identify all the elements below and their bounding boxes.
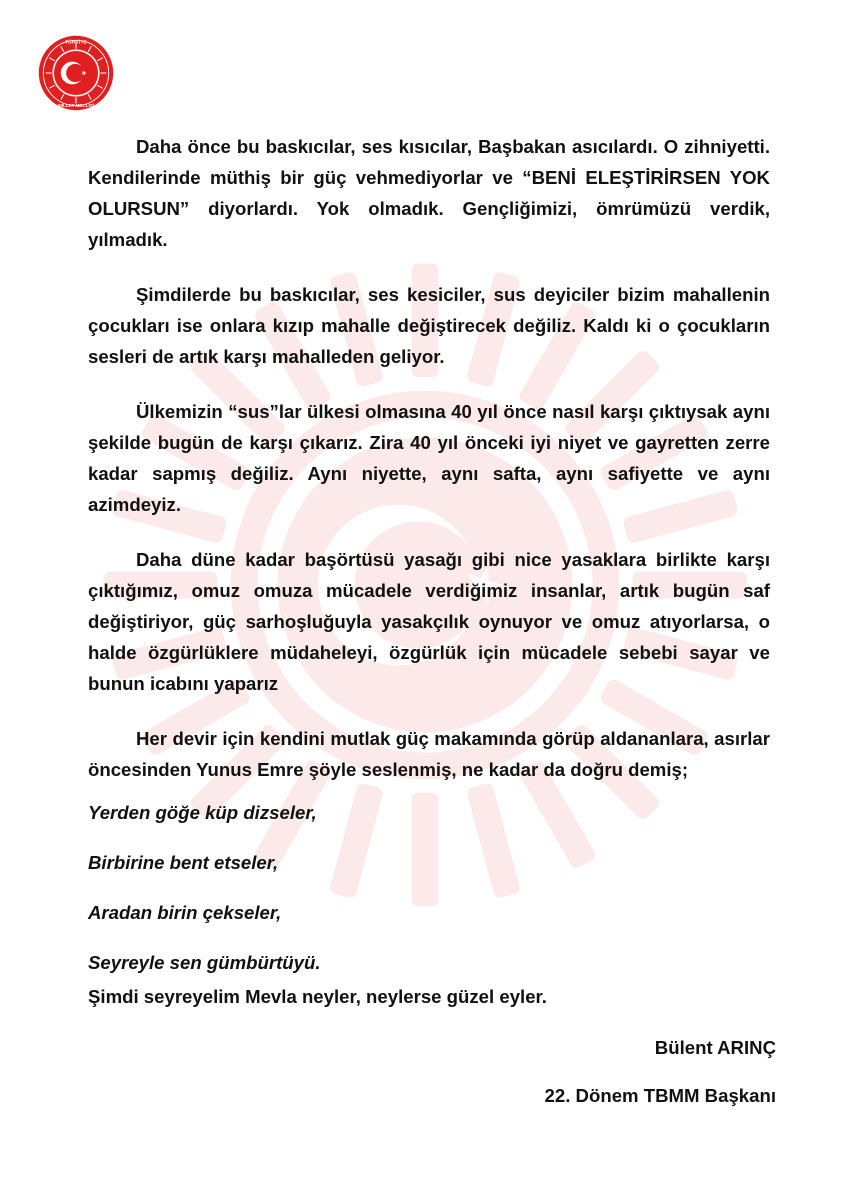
- paragraph-3: [88, 396, 770, 520]
- verse-line: Aradan birin çekseler,: [88, 902, 282, 923]
- paragraph-1: [88, 131, 770, 255]
- poem-verses: [88, 801, 770, 975]
- paragraph-4-text: Daha düne kadar başörtüsü yasağı gibi nice yasaklara birlikte karşı çıktığımız, omuz omuza mücadele verdiğimiz insanlar, artık bugün saf değiştiriyor, güç sarhoşluğuyla yasakçılık oynuyor ve omuz atıyorlarsa, o halde özgürlüklere müdaheleyi, özgürlük için mücadele sebebi sayar ve bunun icabını yaparız: [88, 549, 770, 694]
- signature-title: 22. Dönem TBMM Başkanı: [544, 1085, 776, 1106]
- signature-name: Bülent ARINÇ: [654, 1037, 776, 1058]
- tbmm-logo: [38, 35, 114, 111]
- logo-arc-top: TÜRKİYE: [65, 40, 87, 46]
- verse-line: Birbirine bent etseler,: [88, 852, 279, 873]
- paragraph-4: [88, 544, 770, 699]
- logo-arc-bottom: MİLLET MECLİSİ: [57, 103, 95, 109]
- paragraph-2-text: Şimdilerde bu baskıcılar, ses kesiciler, sus deyiciler bizim mahallenin çocukları ise onlara kızıp mahalle değiştirecek değiliz. Kaldı ki o çocukların sesleri de artık karşı mahalleden geliyor.: [88, 284, 770, 367]
- paragraph-5-text: Her devir için kendini mutlak güç makamında görüp aldananlara, asırlar öncesinden Yunus Emre şöyle seslenmiş, ne kadar da doğru demiş;: [88, 728, 770, 780]
- paragraph-3-text: Ülkemizin “sus”lar ülkesi olmasına 40 yıl önce nasıl karşı çıktıysak aynı şekilde bugün de karşı çıkarız. Zira 40 yıl önceki iyi niyet ve gayretten zerre kadar sapmış değiliz. Aynı niyette, aynı safta, aynı safiyette ve aynı azimdeyiz.: [88, 401, 770, 515]
- letter-body: [88, 131, 770, 975]
- paragraph-1-text: Daha önce bu baskıcılar, ses kısıcılar, Başbakan asıcılardı. O zihniyetti. Kendilerinde müthiş bir güç vehmediyorlar ve “BENİ ELEŞTİRİRSEN YOK OLURSUN” diyorlardı. Yok olmadık. Gençliğimizi, ömrümüzü verdik, yılmadık.: [88, 136, 770, 250]
- closing-line: Şimdi seyreyelim Mevla neyler, neylerse güzel eyler.: [88, 986, 547, 1007]
- verse-line: Seyreyle sen gümbürtüyü.: [88, 952, 321, 973]
- paragraph-2: [88, 279, 770, 372]
- paragraph-5: [88, 723, 770, 785]
- verse-line: Yerden göğe küp dizseler,: [88, 802, 317, 823]
